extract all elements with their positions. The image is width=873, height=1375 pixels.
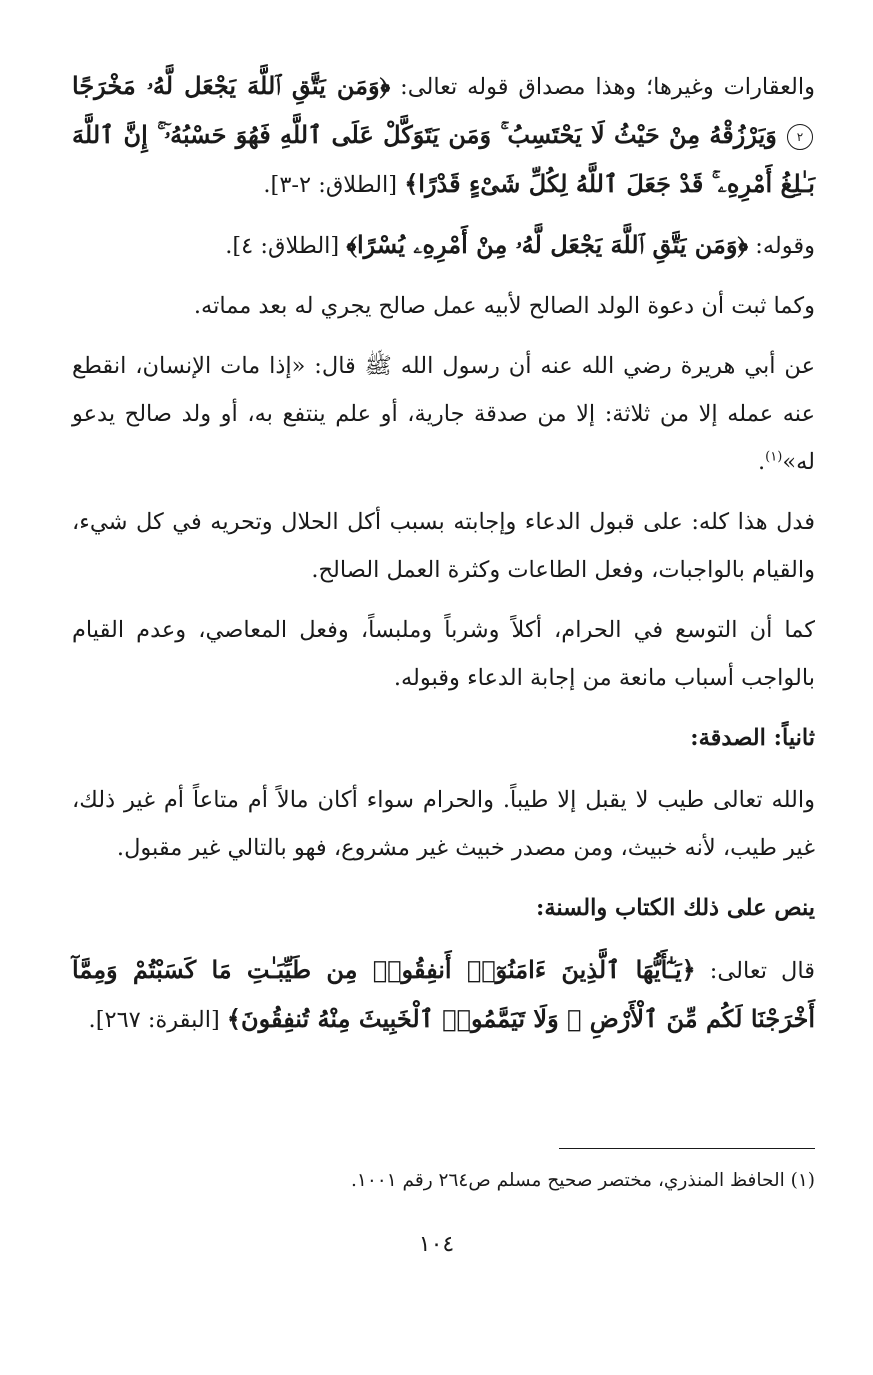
paragraph-4-hadith <box>72 342 815 486</box>
section-heading-charity: ثانياً: الصدقة: <box>690 725 815 751</box>
paragraph-3: وكما ثبت أن دعوة الولد الصالح لأبيه عمل صالح يجري له بعد مماته. <box>193 293 815 319</box>
paragraph-7: والله تعالى طيب لا يقبل إلا طيباً. والحرام سواء أكان مالاً أم متاعاً أم غير ذلك، غير طيب، لأنه خبيث، ومن مصدر خبيث غير مشروع، فهو بالتالي غير مقبول. <box>72 787 815 861</box>
quran-verse-talaq-4: ﴿وَمَن يَتَّقِ ٱللَّهَ يَجْعَل لَّهُۥ مِنْ أَمْرِهِۦ يُسْرًا﴾ <box>346 230 749 259</box>
paragraph-8 <box>72 946 815 1044</box>
page-number: ١٠٤ <box>418 1232 455 1257</box>
paragraph-5: فدل هذا كله: على قبول الدعاء وإجابته بسبب أكل الحلال وتحريه في كل شيء، والقيام بالواجبات، وفعل الطاعات وكثرة العمل الصالح. <box>72 509 815 583</box>
paragraph-1 <box>72 62 815 209</box>
verse-reference: [البقرة: ٢٦٧]. <box>88 1007 220 1033</box>
footnote-marker: (١) <box>765 449 783 465</box>
quran-verse-talaq-2: ﴿وَمَن يَتَّقِ ٱللَّهَ يَجْعَل لَّهُۥ مَخْرَجًا <box>72 71 391 100</box>
paragraph-2 <box>72 221 815 270</box>
paragraph-6: كما أن التوسع في الحرام، أكلاً وشرباً وملبساً، وفعل المعاصي، وعدم القيام بالواجب أسباب مانعة من إجابة الدعاء وقبوله. <box>72 617 815 691</box>
paragraph-1-lead: والعقارات وغيرها؛ وهذا مصداق قوله تعالى: <box>390 74 815 100</box>
paragraph-8-lead: قال تعالى: <box>695 958 815 984</box>
verse-reference: [الطلاق: ٢-٣]. <box>263 172 398 198</box>
footnote-divider <box>559 1148 815 1149</box>
quran-verse-baqarah-267: ﴿يَـٰٓأَيُّهَا ٱلَّذِينَ ءَامَنُوٓا۟ أَنفِقُوا۟ مِن طَيِّبَـٰتِ مَا كَسَبْتُمْ وَمِمَّآ أَخْرَجْنَا لَكُم مِّنَ ٱلْأَرْضِ ۖ وَلَا تَيَمَّمُوا۟ ٱلْخَبِيثَ مِنْهُ تُنفِقُونَ﴾ <box>72 955 815 1033</box>
verse-reference: [الطلاق: ٤]. <box>225 233 340 259</box>
paragraph-2-lead: وقوله: <box>748 233 815 259</box>
main-text <box>72 62 815 1056</box>
subheading-quran-sunnah: ينص على ذلك الكتاب والسنة: <box>536 895 815 921</box>
hadith-text: عن أبي هريرة رضي الله عنه أن رسول الله ﷺ قال: «إذا مات الإنسان، انقطع عنه عمله إلا من ثلاثة: إلا من صدقة جارية، أو علم ينتفع به، أو ولد صالح يدعو له» <box>72 353 815 475</box>
ayah-number-marker: ٢ <box>787 124 813 150</box>
hadith-end: . <box>758 449 766 475</box>
quran-verse-talaq-3: وَيَرْزُقْهُ مِنْ حَيْثُ لَا يَحْتَسِبُ ۚ وَمَن يَتَوَكَّلْ عَلَى ٱللَّهِ فَهُوَ حَسْبُهُۥٓ ۚ إِنَّ ٱللَّهَ بَـٰلِغُ أَمْرِهِۦ ۚ قَدْ جَعَلَ ٱللَّهُ لِكُلِّ شَىْءٍ قَدْرًا﴾ <box>72 120 815 198</box>
footnote: (١) الحافظ المنذري، مختصر صحيح مسلم ص٢٦٤ رقم ١٠٠١. <box>351 1170 815 1191</box>
